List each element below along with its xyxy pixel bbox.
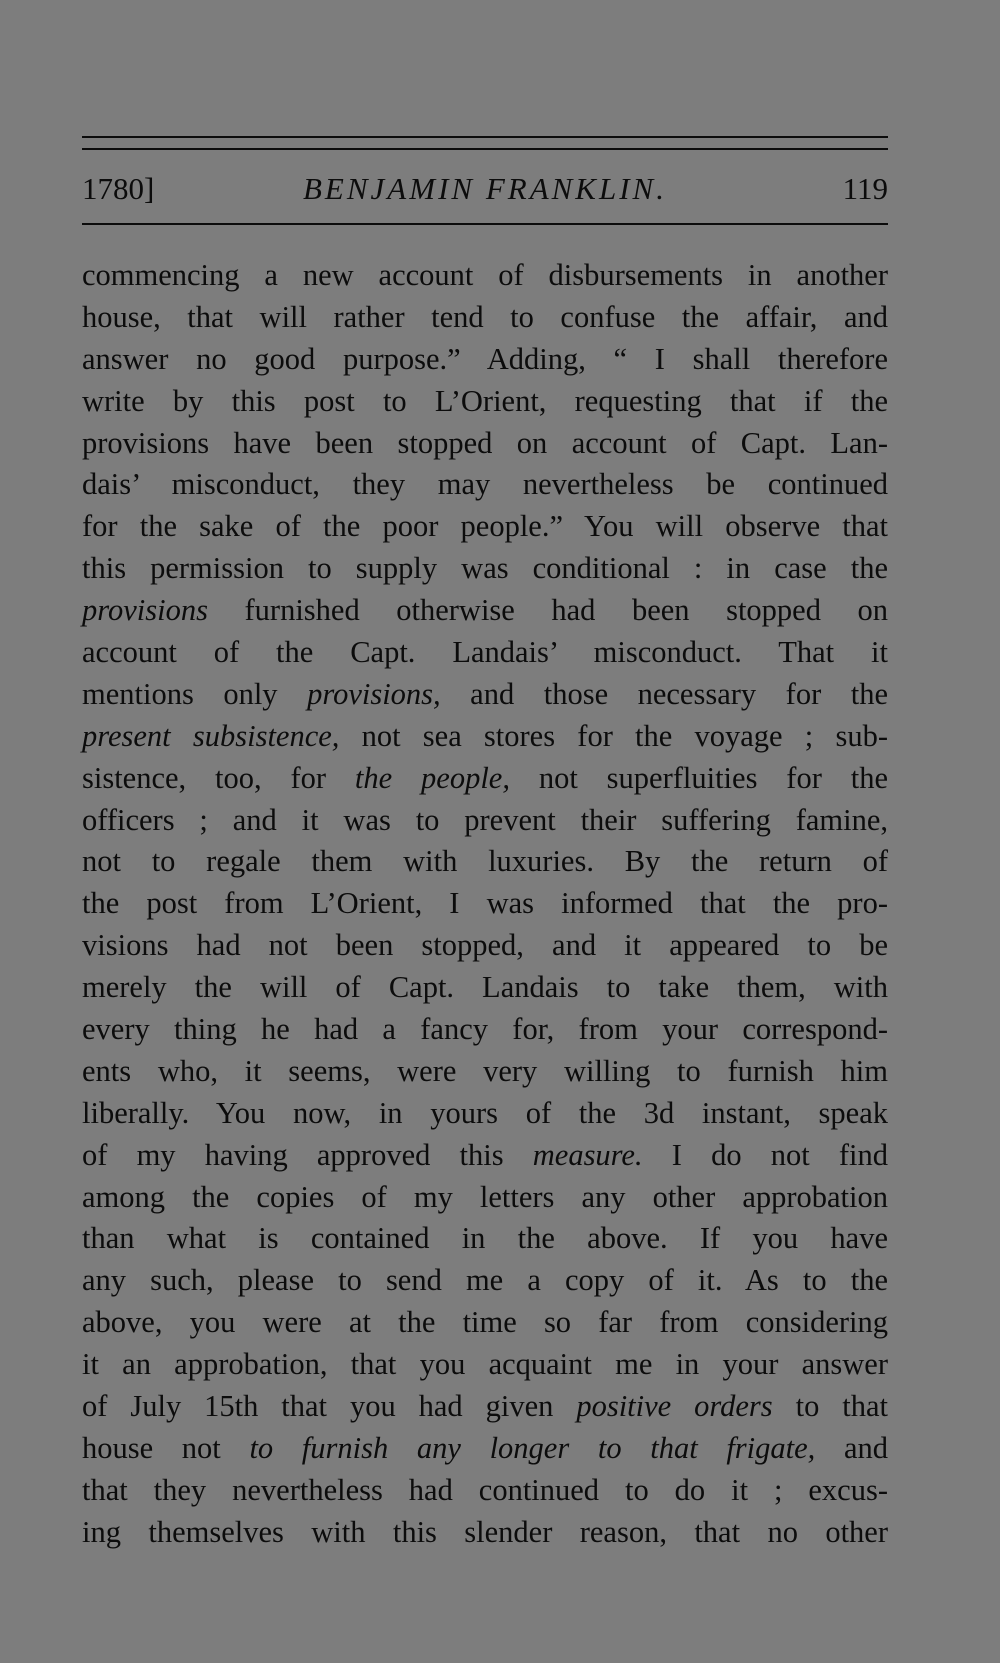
running-head-year: 1780] <box>82 171 155 206</box>
text-line <box>82 925 888 967</box>
running-head-title: BENJAMIN FRANKLIN. <box>303 171 667 206</box>
text-segment: merely the will of Capt. Landais to take them, with <box>82 970 888 1005</box>
text-line <box>82 297 888 339</box>
italic-text-segment: positive orders <box>576 1389 773 1424</box>
text-line <box>82 1093 888 1135</box>
text-line <box>82 1218 888 1260</box>
text-segment: this permission to supply was conditional : in case the <box>82 551 888 586</box>
text-segment: not sea stores for the voyage ; sub- <box>339 718 888 753</box>
italic-text-segment: provisions <box>82 593 208 628</box>
text-segment: not to regale them with luxuries. By the return of <box>82 844 888 879</box>
body-text <box>82 255 888 1554</box>
text-segment: among the copies of my letters any other approbation <box>82 1179 888 1214</box>
text-line <box>82 716 888 758</box>
text-segment: to that <box>772 1389 888 1424</box>
text-line <box>82 1051 888 1093</box>
text-line <box>82 590 888 632</box>
text-segment: ents who, it seems, were very willing to furnish him <box>82 1053 888 1088</box>
text-line <box>82 506 888 548</box>
text-segment: answer no good purpose.” Adding, “ I shall therefore <box>82 341 888 376</box>
text-line <box>82 1428 888 1470</box>
text-line <box>82 1135 888 1177</box>
text-line <box>82 1177 888 1219</box>
text-line <box>82 841 888 883</box>
text-segment: write by this post to L’Orient, requesting that if the <box>82 383 888 418</box>
text-line <box>82 967 888 1009</box>
text-segment: account of the Capt. Landais’ misconduct. That it <box>82 635 888 670</box>
text-segment: than what is contained in the above. If you have <box>82 1221 888 1256</box>
text-line <box>82 1302 888 1344</box>
italic-text-segment: provisions, <box>307 676 441 711</box>
top-double-rule-lower <box>82 148 888 150</box>
text-line <box>82 1470 888 1512</box>
text-line <box>82 800 888 842</box>
text-segment: provisions have been stopped on account of Capt. Lan- <box>82 425 888 460</box>
text-line <box>82 1009 888 1051</box>
text-segment: not superfluities for the <box>509 760 888 795</box>
text-line <box>82 255 888 297</box>
text-line <box>82 632 888 674</box>
text-segment: of July 15th that you had given <box>82 1389 577 1424</box>
italic-text-segment: to furnish any longer to that frigate, <box>249 1430 816 1465</box>
text-line <box>82 1386 888 1428</box>
italic-text-segment: measure. <box>532 1137 643 1172</box>
text-segment: officers ; and it was to prevent their suffering famine, <box>82 802 888 837</box>
text-segment: sistence, too, for <box>82 760 355 795</box>
text-line <box>82 464 888 506</box>
text-line <box>82 548 888 590</box>
text-segment: and <box>815 1430 888 1465</box>
italic-text-segment: the people, <box>354 760 510 795</box>
text-segment: house, that will rather tend to confuse the affair, and <box>82 299 888 334</box>
text-segment: the post from L’Orient, I was informed that the pro- <box>82 886 888 921</box>
text-segment: I do not find <box>642 1137 888 1172</box>
text-line <box>82 883 888 925</box>
text-segment: commencing a new account of disbursements in another <box>82 258 888 292</box>
top-double-rule-upper <box>82 136 888 138</box>
text-segment: liberally. You now, in yours of the 3d instant, speak <box>82 1095 888 1130</box>
text-line <box>82 1260 888 1302</box>
text-line <box>82 339 888 381</box>
page-number: 119 <box>842 171 888 206</box>
text-line <box>82 1344 888 1386</box>
text-segment: and those necessary for the <box>440 676 888 711</box>
text-segment: every thing he had a fancy for, from your correspond- <box>82 1012 888 1047</box>
text-line <box>82 381 888 423</box>
text-segment: dais’ misconduct, they may nevertheless be continued <box>82 467 888 502</box>
italic-text-segment: present subsistence, <box>82 718 340 753</box>
text-segment: furnished otherwise had been stopped on <box>207 593 888 628</box>
text-segment: above, you were at the time so far from considering <box>82 1305 888 1340</box>
text-line <box>82 1512 888 1554</box>
text-segment: visions had not been stopped, and it appeared to be <box>82 928 888 963</box>
text-line <box>82 758 888 800</box>
text-segment: that they nevertheless had continued to do it ; excus- <box>82 1472 888 1507</box>
text-segment: mentions only <box>82 676 308 711</box>
text-segment: of my having approved this <box>82 1137 533 1172</box>
text-segment: any such, please to send me a copy of it. As to the <box>82 1263 888 1298</box>
text-line <box>82 674 888 716</box>
text-segment: ing themselves with this slender reason, that no other <box>82 1514 888 1549</box>
text-segment: it an approbation, that you acquaint me in your answer <box>82 1347 888 1382</box>
running-head-rule <box>82 223 888 225</box>
running-head <box>82 171 888 211</box>
text-segment: house not <box>82 1430 250 1465</box>
text-segment: for the sake of the poor people.” You will observe that <box>82 509 888 544</box>
text-line <box>82 423 888 465</box>
